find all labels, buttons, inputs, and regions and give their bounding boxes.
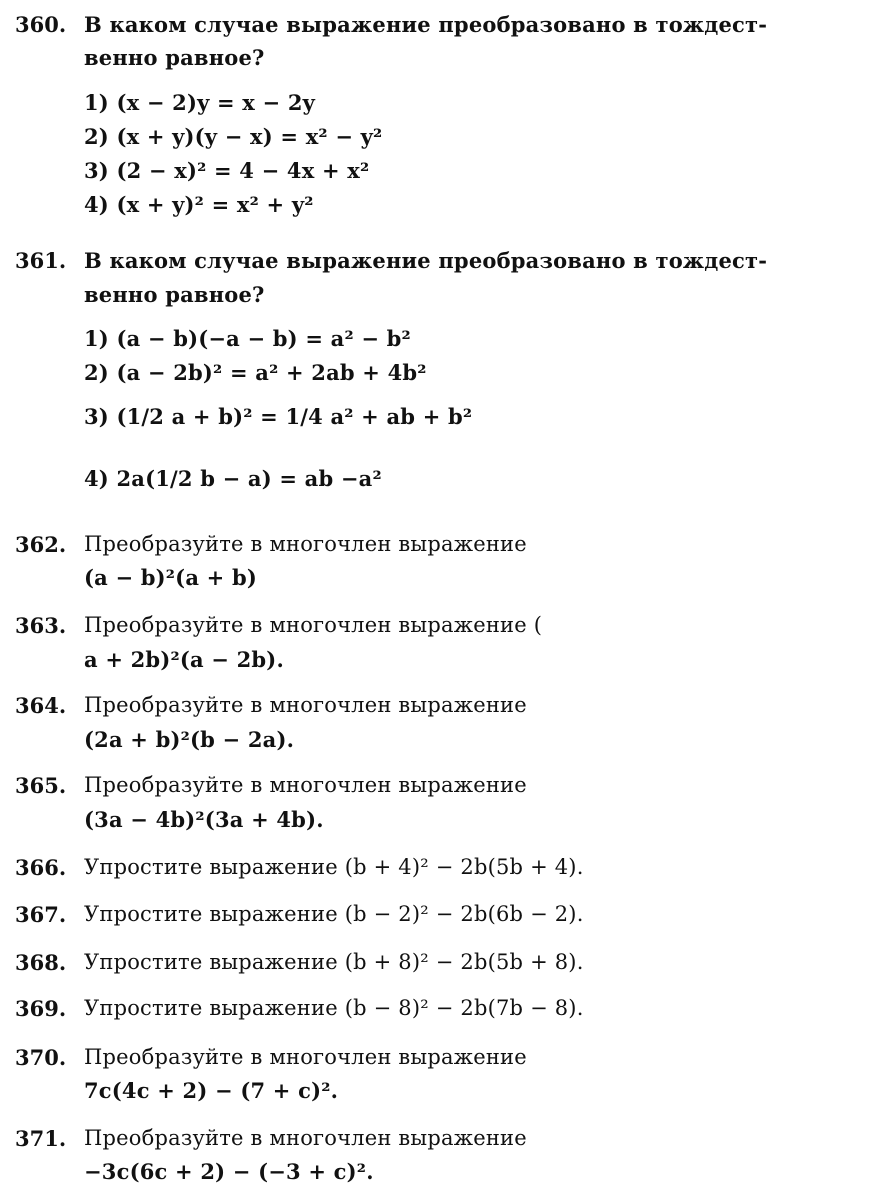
problem-361-option-1: 1) (a − b)(−a − b) = a² − b² bbox=[84, 326, 411, 351]
problem-361-option-3: 3) (1/2 a + b)² = 1/4 a² + ab + b² bbox=[84, 404, 473, 429]
problem-number-366: 366. bbox=[15, 855, 67, 880]
problem-361-option-4: 4) 2a(1/2 b − a) = ab −a² bbox=[84, 466, 382, 491]
problem-362-text-line2: (a − b)²(a + b) bbox=[84, 565, 257, 590]
problem-360-text-line1: В каком случае выражение преобразовано в тождест- bbox=[84, 12, 768, 37]
problem-364-text-line2: (2a + b)²(b − 2a). bbox=[84, 727, 295, 752]
problem-number-371: 371. bbox=[15, 1126, 67, 1151]
problem-number-363: 363. bbox=[15, 613, 67, 638]
problem-362-text-line1: Преобразуйте в многочлен выражение bbox=[84, 532, 527, 556]
problem-number-365: 365. bbox=[15, 773, 67, 798]
problem-367-text: Упростите выражение (b − 2)² − 2b(6b − 2). bbox=[84, 902, 584, 926]
problem-360-text-line2: венно равное? bbox=[84, 45, 265, 70]
problem-361-text-line1: В каком случае выражение преобразовано в тождест- bbox=[84, 248, 768, 273]
problem-371-text-line1: Преобразуйте в многочлен выражение bbox=[84, 1126, 527, 1150]
problem-360-option-2: 2) (x + y)(y − x) = x² − y² bbox=[84, 124, 383, 149]
problem-370-text-line1: Преобразуйте в многочлен выражение bbox=[84, 1045, 527, 1069]
problem-number-370: 370. bbox=[15, 1045, 67, 1070]
problem-369-text: Упростите выражение (b − 8)² − 2b(7b − 8). bbox=[84, 996, 584, 1020]
problem-number-364: 364. bbox=[15, 693, 67, 718]
problem-number-362: 362. bbox=[15, 532, 67, 557]
problem-number-368: 368. bbox=[15, 950, 67, 975]
problem-363-text-line1: Преобразуйте в многочлен выражение ( bbox=[84, 613, 543, 637]
problem-366-text: Упростите выражение (b + 4)² − 2b(5b + 4). bbox=[84, 855, 584, 879]
problem-361-option-2: 2) (a − 2b)² = a² + 2ab + 4b² bbox=[84, 360, 427, 385]
problem-number-367: 367. bbox=[15, 902, 67, 927]
problem-365-text-line2: (3a − 4b)²(3a + 4b). bbox=[84, 807, 324, 832]
problem-365-text-line1: Преобразуйте в многочлен выражение bbox=[84, 773, 527, 797]
problem-number-361: 361. bbox=[15, 248, 67, 273]
problem-370-text-line2: 7c(4c + 2) − (7 + c)². bbox=[84, 1078, 339, 1103]
problem-number-369: 369. bbox=[15, 996, 67, 1021]
problem-364-text-line1: Преобразуйте в многочлен выражение bbox=[84, 693, 527, 717]
problem-361-text-line2: венно равное? bbox=[84, 282, 265, 307]
problem-360-option-1: 1) (x − 2)y = x − 2y bbox=[84, 90, 316, 115]
problem-371-text-line2: −3c(6c + 2) − (−3 + c)². bbox=[84, 1159, 374, 1184]
problem-360-option-4: 4) (x + y)² = x² + y² bbox=[84, 192, 314, 217]
problem-368-text: Упростите выражение (b + 8)² − 2b(5b + 8). bbox=[84, 950, 584, 974]
problem-number-360: 360. bbox=[15, 12, 67, 37]
problem-363-text-line2: a + 2b)²(a − 2b). bbox=[84, 647, 284, 672]
problem-360-option-3: 3) (2 − x)² = 4 − 4x + x² bbox=[84, 158, 370, 183]
